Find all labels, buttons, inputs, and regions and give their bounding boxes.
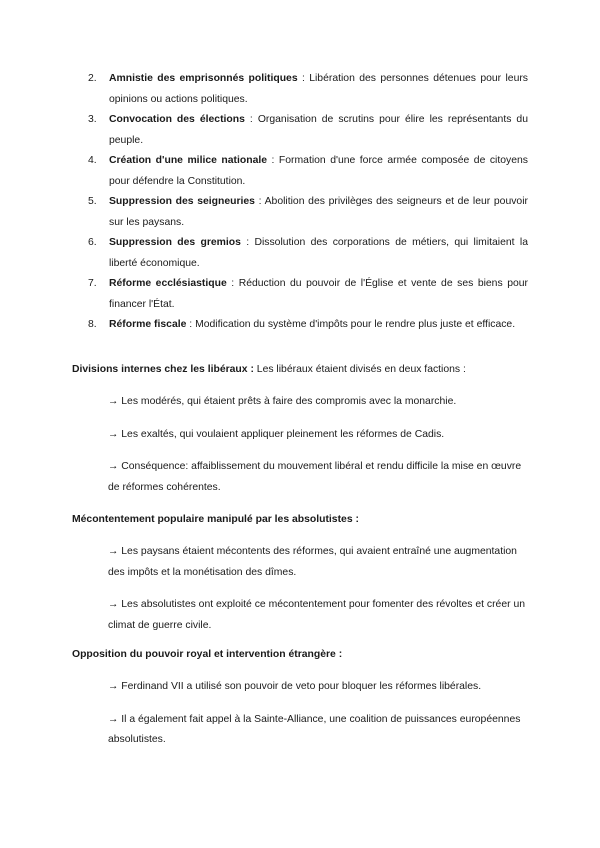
list-item: → Conséquence: affaiblissement du mouvement libéral et rendu difficile la mise en œuvre de réformes cohérentes. bbox=[108, 461, 522, 493]
list-item: → Il a également fait appel à la Sainte-Alliance, une coalition de puissances européennes absolutistes. bbox=[108, 713, 521, 745]
section-heading: Opposition du pouvoir royal et intervention étrangère : bbox=[72, 649, 343, 660]
list-item: 2. Amnistie des emprisonnés politiques : Libération des personnes détenues pour leurs opinions ou actions politiques. bbox=[88, 73, 528, 105]
list-item: 5. Suppression des seigneuries : Abolition des privilèges des seigneurs et de leur pouvoir sur les paysans. bbox=[88, 196, 528, 228]
section-heading: Divisions internes chez les libéraux : Les libéraux étaient divisés en deux factions : bbox=[72, 364, 466, 375]
list-item: 6. Suppression des gremios : Dissolution des corporations de métiers, qui limitaient la liberté économique. bbox=[88, 237, 528, 269]
section-heading: Mécontentement populaire manipulé par les absolutistes : bbox=[72, 514, 359, 525]
reform-title: Création d'une milice nationale bbox=[109, 155, 268, 166]
list-item: → Les modérés, qui étaient prêts à faire des compromis avec la monarchie. bbox=[108, 396, 457, 407]
list-item: → Ferdinand VII a utilisé son pouvoir de veto pour bloquer les réformes libérales. bbox=[108, 681, 482, 692]
reform-title: Convocation des élections bbox=[109, 114, 245, 125]
list-item: → Les exaltés, qui voulaient appliquer pleinement les réformes de Cadis. bbox=[108, 428, 445, 440]
reforms-list bbox=[88, 69, 528, 336]
list-item: → Les paysans étaient mécontents des réformes, qui avaient entraîné une augmentation des impôts et la monétisation des dîmes. bbox=[108, 546, 517, 578]
opposition-section bbox=[72, 645, 532, 751]
reform-title: Suppression des gremios bbox=[109, 237, 241, 248]
reform-title: Réforme ecclésiastique bbox=[109, 278, 227, 289]
divisions-section bbox=[72, 360, 532, 498]
reform-title: Suppression des seigneuries bbox=[109, 196, 255, 207]
list-item: 7. Réforme ecclésiastique : Réduction du pouvoir de l'Église et vente de ses biens pour financer l'État. bbox=[88, 278, 528, 310]
list-item: 4. Création d'une milice nationale : Formation d'une force armée composée de citoyens pour défendre la Constitution. bbox=[88, 155, 528, 187]
reform-title: Réforme fiscale bbox=[109, 319, 187, 330]
list-item: 8. Réforme fiscale : Modification du système d'impôts pour le rendre plus juste et efficace. bbox=[88, 319, 516, 330]
list-item: 3. Convocation des élections : Organisation de scrutins pour élire les représentants du peuple. bbox=[88, 114, 528, 146]
reform-title: Amnistie des emprisonnés politiques bbox=[109, 73, 298, 84]
list-item: → Les absolutistes ont exploité ce mécontentement pour fomenter des révoltes et créer un climat de guerre civile. bbox=[108, 599, 526, 631]
discontent-section bbox=[72, 510, 532, 636]
